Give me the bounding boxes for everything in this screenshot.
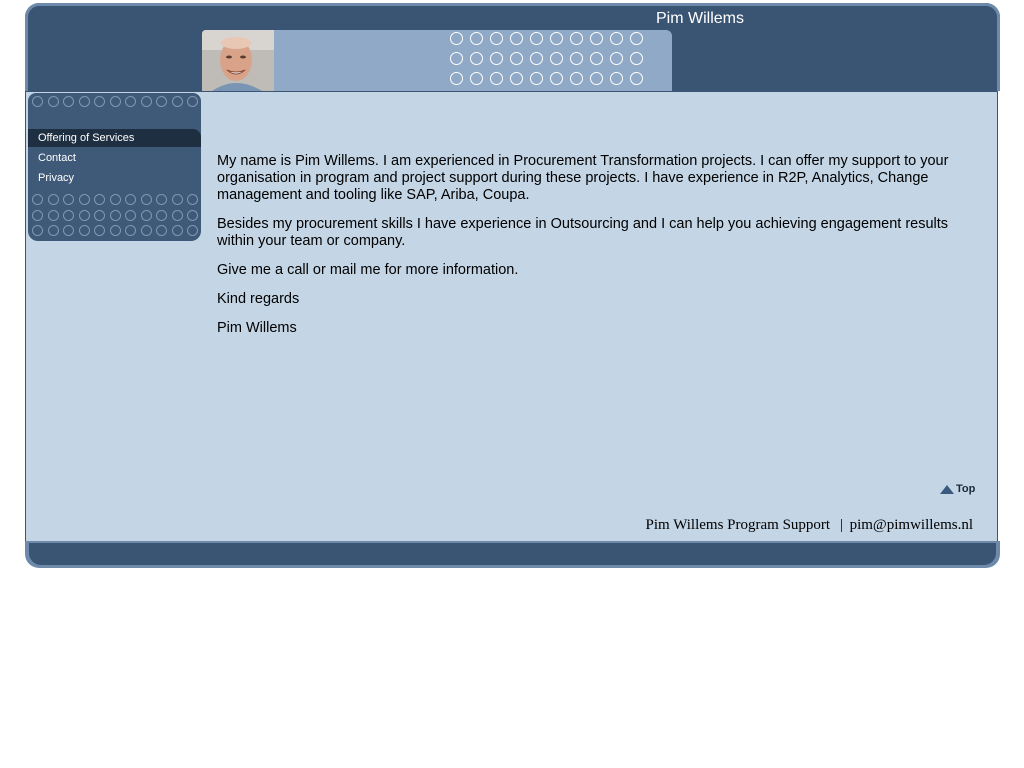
circle-decoration-icon [125, 96, 136, 107]
nav-item-contact[interactable]: Contact [38, 152, 76, 164]
circle-decoration-icon [63, 96, 74, 107]
circle-decoration-icon [470, 32, 483, 45]
circle-decoration-icon [187, 210, 198, 221]
circle-decoration-icon [630, 52, 643, 65]
circle-decoration-icon [450, 52, 463, 65]
circle-decoration-icon [172, 194, 183, 205]
circle-decoration-icon [550, 72, 563, 85]
circle-decoration-icon [156, 210, 167, 221]
paragraph: Kind regards [217, 291, 300, 307]
circle-decoration-icon [32, 210, 43, 221]
circle-decoration-icon [48, 210, 59, 221]
circle-decoration-icon [510, 72, 523, 85]
circle-decoration-icon [94, 210, 105, 221]
circle-decoration-icon [590, 52, 603, 65]
sidebar-decoration-1 [32, 194, 200, 208]
circle-decoration-icon [48, 225, 59, 236]
circle-decoration-icon [450, 32, 463, 45]
circle-decoration-icon [48, 96, 59, 107]
circle-decoration-icon [32, 96, 43, 107]
circle-decoration-icon [187, 96, 198, 107]
footer-bar-inner [29, 543, 996, 565]
paragraph: Besides my procurement skills I have experience in Outsourcing and I can help you achieving engagement results within your team or company. [217, 216, 949, 249]
circle-decoration-icon [110, 225, 121, 236]
circle-decoration-icon [510, 52, 523, 65]
circle-decoration-icon [156, 194, 167, 205]
email-link[interactable]: pim@pimwillems.nl [849, 517, 973, 533]
paragraph: Pim Willems [217, 320, 297, 336]
circle-decoration-icon [32, 194, 43, 205]
circle-decoration-icon [172, 210, 183, 221]
circle-decoration-icon [141, 96, 152, 107]
circle-decoration-icon [32, 225, 43, 236]
circle-decoration-icon [570, 32, 583, 45]
separator: | [839, 517, 843, 533]
circle-decoration-icon [530, 52, 543, 65]
circle-decoration-icon [48, 194, 59, 205]
circle-decoration-icon [550, 52, 563, 65]
sidebar [28, 93, 201, 241]
footer-bar [25, 541, 1000, 568]
back-to-top-link[interactable] [940, 483, 975, 495]
circle-decoration-icon [141, 225, 152, 236]
header-decoration [450, 32, 650, 90]
circle-decoration-icon [79, 96, 90, 107]
circle-decoration-icon [610, 72, 623, 85]
circle-decoration-icon [187, 225, 198, 236]
circle-decoration-icon [530, 72, 543, 85]
circle-decoration-icon [125, 225, 136, 236]
circle-decoration-icon [172, 96, 183, 107]
circle-decoration-icon [141, 194, 152, 205]
paragraph: My name is Pim Willems. I am experienced in Procurement Transformation projects. I can offer my support to your organisation in program and project support during these projects. I have experience in R2P, Analytics, Change management and tooling like SAP, Ariba, Coupa. [217, 153, 949, 203]
circle-decoration-icon [125, 210, 136, 221]
footer-credits [646, 517, 973, 534]
circle-decoration-icon [630, 72, 643, 85]
circle-decoration-icon [470, 52, 483, 65]
circle-decoration-icon [490, 72, 503, 85]
circle-decoration-icon [94, 225, 105, 236]
circle-decoration-icon [156, 96, 167, 107]
circle-decoration-icon [79, 194, 90, 205]
circle-decoration-icon [94, 194, 105, 205]
circle-decoration-icon [570, 72, 583, 85]
paragraph: Give me a call or mail me for more information. [217, 262, 519, 278]
nav-item-offering-of-services[interactable]: Offering of Services [28, 129, 201, 147]
sidebar-decoration-2 [32, 210, 200, 224]
top-link-label: Top [956, 483, 976, 495]
circle-decoration-icon [63, 210, 74, 221]
circle-decoration-icon [79, 210, 90, 221]
circle-decoration-icon [110, 96, 121, 107]
circle-decoration-icon [94, 96, 105, 107]
circle-decoration-icon [110, 194, 121, 205]
circle-decoration-icon [125, 194, 136, 205]
circle-decoration-icon [63, 194, 74, 205]
circle-decoration-icon [172, 225, 183, 236]
circle-decoration-icon [590, 32, 603, 45]
profile-photo [202, 30, 274, 91]
site-title: Pim Willems [656, 10, 744, 27]
circle-decoration-icon [610, 32, 623, 45]
circle-decoration-icon [63, 225, 74, 236]
circle-decoration-icon [187, 194, 198, 205]
circle-decoration-icon [141, 210, 152, 221]
circle-decoration-icon [156, 225, 167, 236]
circle-decoration-icon [590, 72, 603, 85]
circle-decoration-icon [490, 52, 503, 65]
circle-decoration-icon [110, 210, 121, 221]
sidebar-decoration-top [32, 96, 200, 110]
arrow-up-icon [940, 485, 954, 494]
intro-text [217, 153, 962, 349]
circle-decoration-icon [530, 32, 543, 45]
circle-decoration-icon [630, 32, 643, 45]
company-name: Pim Willems Program Support [645, 517, 831, 533]
circle-decoration-icon [570, 52, 583, 65]
header [25, 3, 1000, 91]
circle-decoration-icon [470, 72, 483, 85]
circle-decoration-icon [610, 52, 623, 65]
circle-decoration-icon [510, 32, 523, 45]
circle-decoration-icon [550, 32, 563, 45]
circle-decoration-icon [490, 32, 503, 45]
sidebar-decoration-3 [32, 225, 200, 239]
nav-item-privacy[interactable]: Privacy [38, 172, 75, 184]
circle-decoration-icon [79, 225, 90, 236]
page-frame [25, 3, 1000, 568]
circle-decoration-icon [450, 72, 463, 85]
